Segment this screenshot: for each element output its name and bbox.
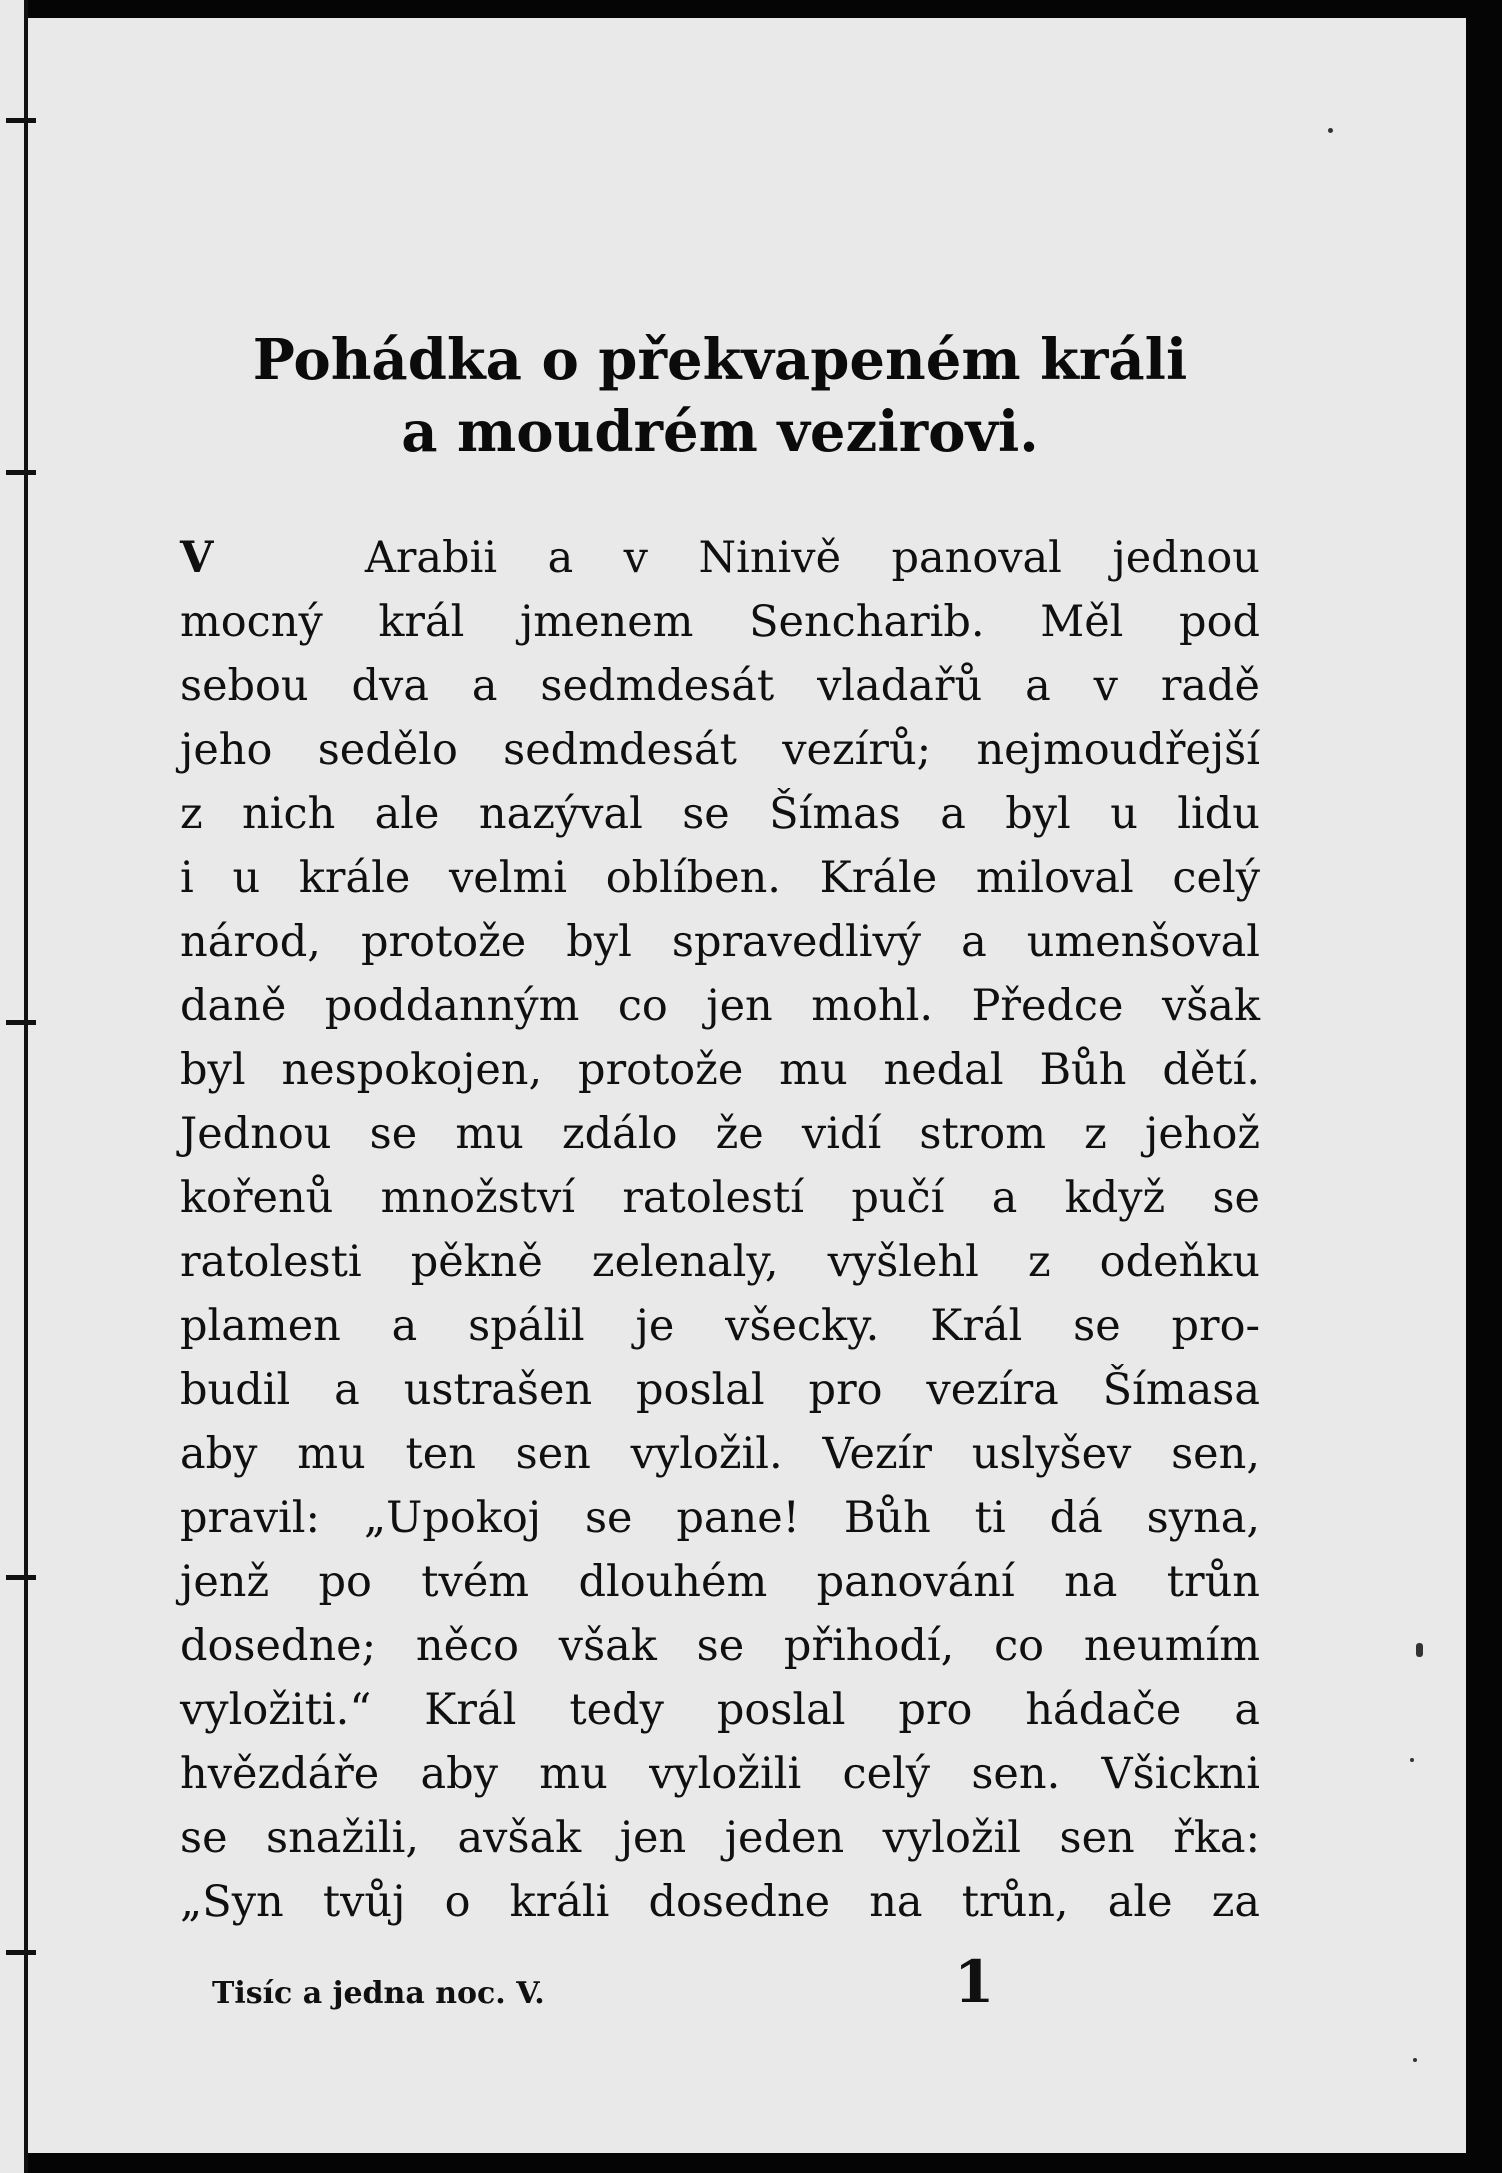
text-line: mocný král jmenem Sencharib. Měl pod xyxy=(180,597,1260,647)
text-line: národ, protože byl spravedlivý a umenšoval xyxy=(180,917,1260,967)
text-line: se snažili, avšak jen jeden vyložil sen řka: xyxy=(180,1813,1260,1863)
text-line: z nich ale nazýval se Šímas a byl u lidu xyxy=(180,789,1260,839)
binding-mark xyxy=(6,118,36,123)
text-line: sebou dva a sedmdesát vladařů a v radě xyxy=(180,661,1260,711)
text-line: byl nespokojen, protože mu nedal Bůh dětí. xyxy=(180,1045,1260,1095)
signature-mark: Tisíc a jedna noc. V. xyxy=(212,1976,545,2011)
print-speck xyxy=(1416,1643,1423,1657)
page-title xyxy=(18,324,1422,468)
binding-edge xyxy=(0,0,28,2173)
print-speck xyxy=(1413,2058,1417,2062)
text-line: dosedne; něco však se přihodí, co neumím xyxy=(180,1621,1260,1671)
text-line: jenž po tvém dlouhém panování na trůn xyxy=(180,1557,1260,1607)
text-line: V Arabii a v Ninivě panoval jednou xyxy=(180,533,1260,583)
text-line: Jednou se mu zdálo že vidí strom z jehož xyxy=(180,1109,1260,1159)
binding-mark xyxy=(6,1020,36,1025)
book-page xyxy=(18,18,1466,2153)
body-text xyxy=(180,526,1260,1934)
text-line: pravil: „Upokoj se pane! Bůh ti dá syna, xyxy=(180,1493,1260,1543)
drop-cap: V xyxy=(180,533,214,583)
text-line: kořenů množství ratolestí pučí a když se xyxy=(180,1173,1260,1223)
binding-mark xyxy=(6,1950,36,1955)
text-line: budil a ustrašen poslal pro vezíra Šímasa xyxy=(180,1365,1260,1415)
text-line: daně poddanným co jen mohl. Předce však xyxy=(180,981,1260,1031)
print-speck xyxy=(1410,1758,1414,1762)
text-line: „Syn tvůj o králi dosedne na trůn, ale za xyxy=(180,1877,1260,1927)
binding-mark xyxy=(6,1575,36,1580)
text-line: aby mu ten sen vyložil. Vezír uslyšev sen, xyxy=(180,1429,1260,1479)
title-line-1: Pohádka o překvapeném králi xyxy=(252,327,1188,393)
text-line: plamen a spálil je všecky. Král se pro- xyxy=(180,1301,1260,1351)
text-line: hvězdáře aby mu vyložili celý sen. Všickni xyxy=(180,1749,1260,1799)
text-line: vyložiti.“ Král tedy poslal pro hádače a xyxy=(180,1685,1260,1735)
page-number: 1 xyxy=(954,1948,995,2016)
title-line-2: a moudrém vezirovi. xyxy=(401,399,1039,465)
text-line: i u krále velmi oblíben. Krále miloval celý xyxy=(180,853,1260,903)
text-line: ratolesti pěkně zelenaly, vyšlehl z odeňku xyxy=(180,1237,1260,1287)
binding-mark xyxy=(6,470,36,475)
text-line: jeho sedělo sedmdesát vezírů; nejmoudřejší xyxy=(180,725,1260,775)
print-speck xyxy=(1328,128,1333,133)
